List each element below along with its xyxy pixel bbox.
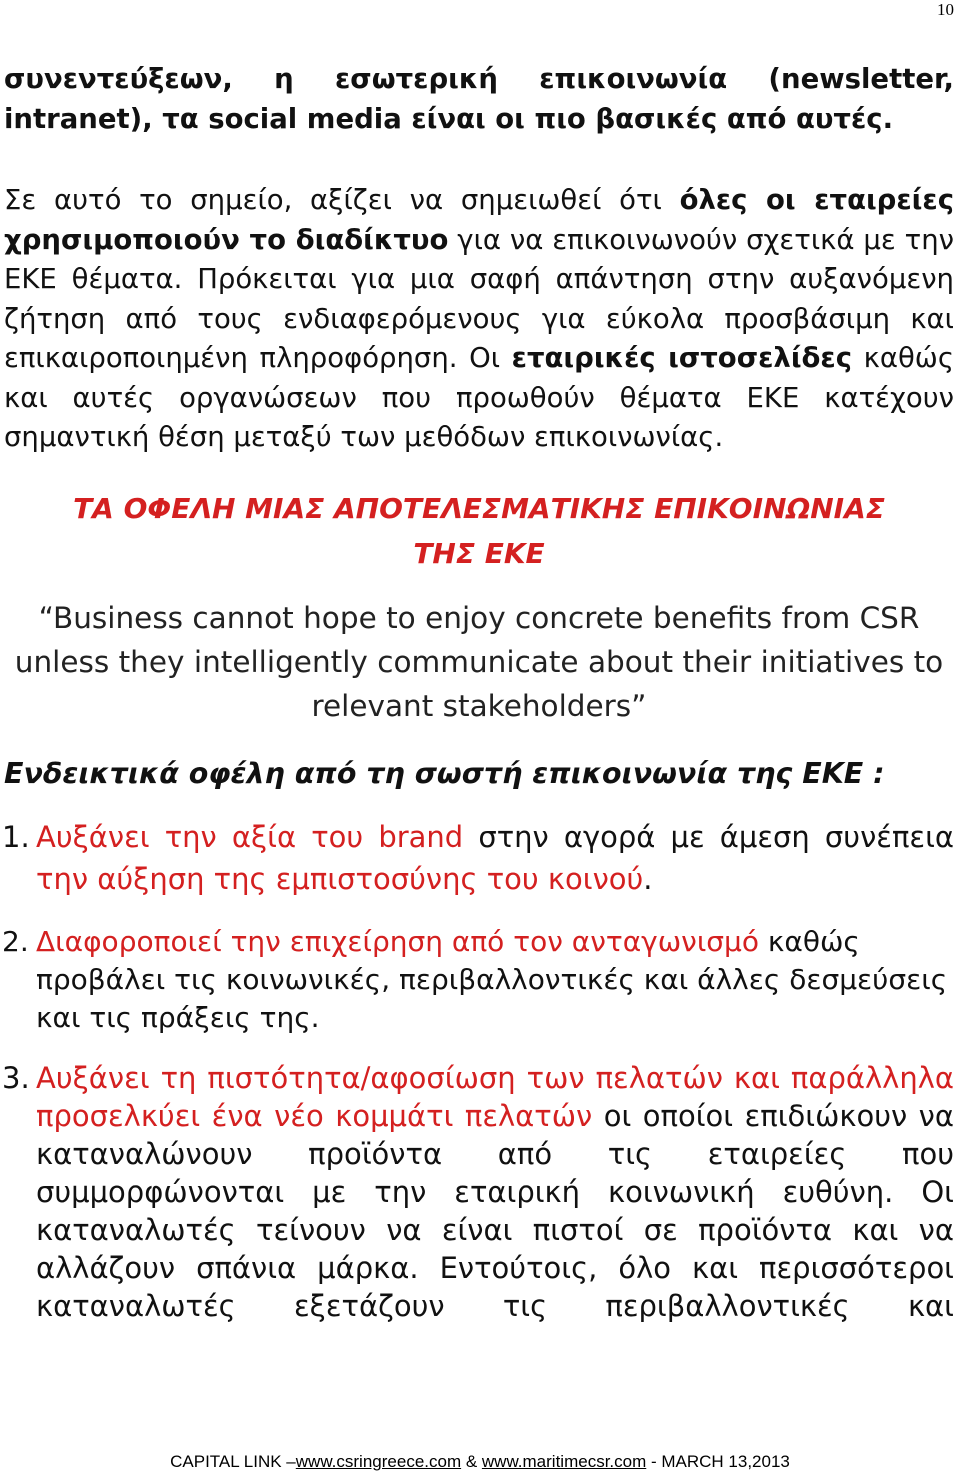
list-text: στην αγορά με άμεση συνέπεια bbox=[463, 819, 955, 854]
highlight-text: την αύξηση της εμπιστοσύνης του κοινού bbox=[36, 862, 644, 896]
footer-link-maritimecsr[interactable]: www.maritimecsr.com bbox=[481, 1452, 647, 1471]
list-number: 2. bbox=[2, 924, 29, 958]
paragraph-text: για να επικοινωνούν σχετικά με την ΕΚΕ θέματα. Πρόκειται για μια σαφή απάντηση στην αυξανόμενη ζήτηση από τους ενδιαφερόμενους για εύκολα προσβάσιμη και επικαιροποιημένη πληροφόρηση. Οι bbox=[4, 223, 954, 374]
list-text: . bbox=[643, 862, 653, 896]
section-heading-line: ΤΑ ΟΦΕΛΗ ΜΙΑΣ ΑΠΟΤΕΛΕΣΜΑΤΙΚΗΣ ΕΠΙΚΟΙΝΩΝΙΑΣ bbox=[73, 491, 885, 525]
footer-prefix: CAPITAL LINK – bbox=[170, 1452, 296, 1471]
footer-separator: & bbox=[461, 1452, 482, 1471]
footer-link-csringreece[interactable]: www.csringreece.com bbox=[295, 1452, 462, 1471]
footer-date: - MARCH 13,2013 bbox=[646, 1452, 790, 1471]
list-number: 1. bbox=[2, 819, 30, 854]
section-heading bbox=[0, 486, 958, 576]
benefits-subheading: Ενδεικτικά οφέλη από τη σωστή επικοινωνία της ΕΚΕ : bbox=[4, 756, 885, 790]
paragraph-text: Σε αυτό το σημείο, αξίζει να σημειωθεί ότι bbox=[4, 184, 680, 216]
quote: “Business cannot hope to enjoy concrete benefits from CSR unless they intelligently communicate about their initiatives to relevant stakeholders” bbox=[14, 600, 944, 723]
paragraph-intro: συνεντεύξεων, η εσωτερική επικοινωνία (newsletter, intranet), τα social media είναι οι πιο βασικές από αυτές. bbox=[4, 63, 954, 135]
highlight-text: Αυξάνει την αξία του brand bbox=[36, 819, 464, 854]
list-item bbox=[0, 923, 958, 1037]
list-text: καθώς προβάλει τις κοινωνικές, περιβαλλοντικές και άλλες δεσμεύσεις και τις πράξεις της. bbox=[36, 924, 948, 1034]
bold-phrase: όλες οι εταιρείες χρησιμοποιούν το διαδίκτυο bbox=[4, 184, 954, 256]
paragraph-internet bbox=[4, 181, 954, 458]
highlight-text: Αυξάνει τη πιστότητα/αφοσίωση των πελατών και παράλληλα προσελκύει ένα νέο κομμάτι πελατών bbox=[36, 1060, 954, 1133]
page-footer bbox=[0, 1452, 960, 1472]
page-number: 10 bbox=[937, 0, 954, 19]
section-heading-line: ΤΗΣ ΕΚΕ bbox=[413, 536, 545, 570]
benefits-list bbox=[0, 816, 958, 1325]
list-text: οι οποίοι επιδιώκουν να καταναλώνουν προϊόντα από τις εταιρείες που συμμορφώνονται με την εταιρική κοινωνική ευθύνη. Οι καταναλωτές τείνουν να είναι πιστοί σε προϊόντα και να αλλάζουν σπάνια μάρκα. Εντούτοις, όλο και περισσότεροι καταναλωτές εξετάζουν τις περιβαλλοντικές και bbox=[36, 1098, 954, 1323]
list-number: 3. bbox=[2, 1060, 30, 1095]
bold-phrase: εταιρικές ιστοσελίδες bbox=[511, 342, 853, 374]
list-item bbox=[0, 1059, 958, 1325]
list-item bbox=[0, 816, 958, 901]
document-body bbox=[0, 60, 958, 1347]
paragraph-text: καθώς και αυτές οργανώσεων που προωθούν θέματα ΕΚΕ κατέχουν σημαντική θέση μεταξύ των μεθόδων επικοινωνίας. bbox=[4, 342, 954, 453]
highlight-text: Διαφοροποιεί την επιχείρηση από τον ανταγωνισμό bbox=[36, 924, 759, 958]
